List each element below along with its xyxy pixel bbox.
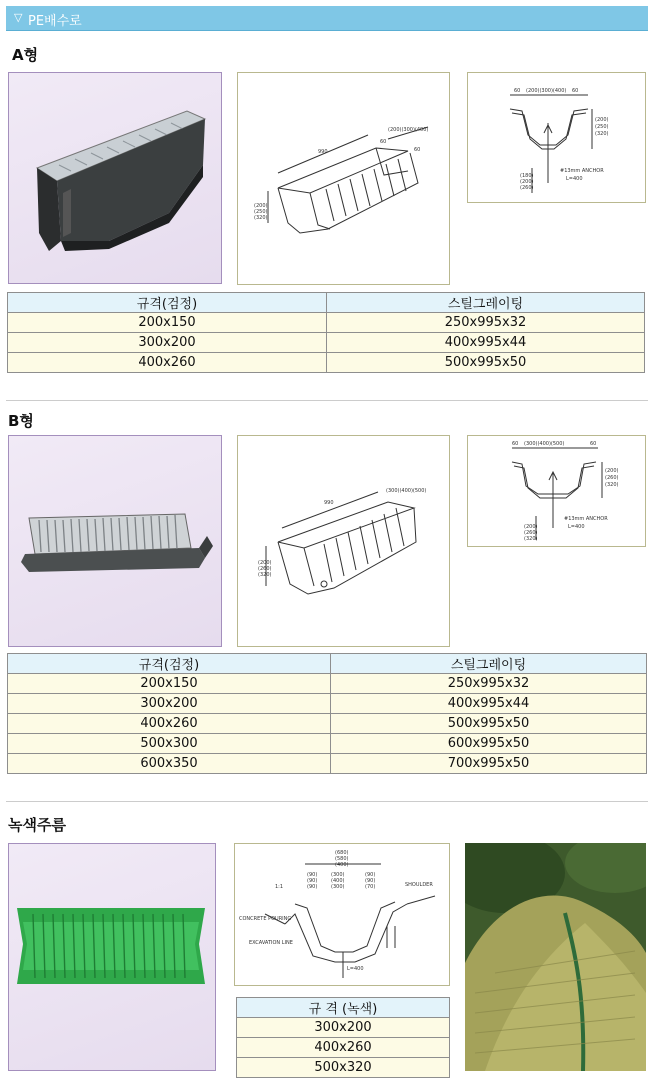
table-row [237, 1018, 450, 1038]
svg-text:(180): (180) [520, 173, 534, 179]
svg-text:(70): (70) [365, 884, 376, 890]
cell-grating: 500x995x50 [327, 353, 645, 373]
svg-text:(580): (580) [335, 856, 349, 862]
svg-text:(250): (250) [595, 124, 609, 130]
table-row [237, 1058, 450, 1078]
table-row [8, 353, 645, 373]
table-row [8, 333, 645, 353]
table-row [8, 694, 647, 714]
section-divider [6, 400, 648, 401]
table-row [8, 734, 647, 754]
spec-table-a [7, 292, 645, 373]
table-header-row [8, 293, 645, 313]
cell-grating: 250x995x32 [331, 674, 647, 694]
drain-b-section-drawing [467, 435, 646, 547]
svg-text:60: 60 [414, 147, 421, 153]
spec-table-b [7, 653, 647, 774]
svg-text:(260): (260) [605, 475, 619, 481]
table-row [237, 1038, 450, 1058]
svg-text:#13mm ANCHOR: #13mm ANCHOR [560, 168, 604, 174]
svg-text:1:1: 1:1 [275, 884, 284, 890]
cell-grating: 700x995x50 [331, 754, 647, 774]
svg-text:(300): (300) [331, 872, 345, 878]
svg-text:(680): (680) [335, 850, 349, 856]
spec-table-green [236, 997, 450, 1078]
cell-grating: 500x995x50 [331, 714, 647, 734]
cell-grating: 400x995x44 [331, 694, 647, 714]
svg-text:990: 990 [324, 500, 334, 506]
column-header-size: 규 격 (녹색) [237, 998, 450, 1018]
svg-text:(260): (260) [524, 530, 538, 536]
svg-text:(260): (260) [258, 566, 272, 572]
drain-a-section-drawing [467, 72, 646, 203]
svg-text:EXCAVATION LINE: EXCAVATION LINE [249, 940, 293, 946]
cell-size: 400x260 [8, 714, 331, 734]
svg-text:(300): (300) [331, 884, 345, 890]
drain-a-perspective-drawing [237, 72, 450, 285]
cell-grating: 400x995x44 [327, 333, 645, 353]
svg-text:(320): (320) [254, 215, 268, 221]
table-row [8, 714, 647, 734]
drain-b-perspective-drawing [237, 435, 450, 647]
svg-text:(400): (400) [331, 878, 345, 884]
cell-size: 500x320 [237, 1058, 450, 1078]
svg-text:(320): (320) [258, 572, 272, 578]
svg-text:(200): (200) [258, 560, 272, 566]
svg-text:L=400: L=400 [568, 524, 585, 530]
table-row [8, 313, 645, 333]
cell-size: 300x200 [8, 694, 331, 714]
svg-text:(90): (90) [307, 884, 318, 890]
svg-text:(320): (320) [524, 536, 538, 542]
table-row [8, 754, 647, 774]
green-flume-photo [8, 843, 216, 1071]
svg-text:60: 60 [572, 88, 579, 94]
green-flume-section-drawing [234, 843, 450, 986]
svg-text:SHOULDER: SHOULDER [405, 882, 433, 888]
cell-grating: 250x995x32 [327, 313, 645, 333]
svg-text:L=400: L=400 [347, 966, 364, 972]
svg-text:CONCRETE POURING: CONCRETE POURING [239, 916, 292, 922]
svg-text:(200): (200) [605, 468, 619, 474]
svg-text:(300)(400)(500): (300)(400)(500) [524, 441, 565, 447]
cell-size: 200x150 [8, 674, 331, 694]
svg-text:(200)(300)(400): (200)(300)(400) [526, 88, 567, 94]
page-title: PE배수로 [28, 14, 82, 29]
svg-text:L=400: L=400 [566, 176, 583, 182]
cell-size: 400x260 [237, 1038, 450, 1058]
svg-text:#13mm ANCHOR: #13mm ANCHOR [564, 516, 608, 522]
cell-size: 200x150 [8, 313, 327, 333]
drain-a-photo [8, 72, 222, 284]
section-header-bar [6, 6, 648, 31]
triangle-down-icon: ▽ [14, 11, 23, 24]
svg-text:(400): (400) [335, 862, 349, 868]
cell-size: 600x350 [8, 754, 331, 774]
svg-text:(200): (200) [520, 179, 534, 185]
green-flume-installation-photo [465, 843, 646, 1071]
column-header-grating: 스틸그레이팅 [331, 654, 647, 674]
svg-text:(200)(300)(400): (200)(300)(400) [388, 127, 429, 133]
table-header-row [8, 654, 647, 674]
svg-text:(90): (90) [365, 872, 376, 878]
svg-text:(250): (250) [254, 209, 268, 215]
svg-text:60: 60 [380, 139, 387, 145]
svg-text:(300)(400)(500): (300)(400)(500) [386, 488, 427, 494]
cell-size: 400x260 [8, 353, 327, 373]
svg-text:(90): (90) [365, 878, 376, 884]
cell-size: 500x300 [8, 734, 331, 754]
svg-text:(320): (320) [595, 131, 609, 137]
svg-text:60: 60 [512, 441, 519, 447]
section-divider [6, 801, 648, 802]
svg-text:(90): (90) [307, 878, 318, 884]
section-a-title: A형 [12, 46, 39, 64]
column-header-size: 규격(검정) [8, 654, 331, 674]
svg-text:60: 60 [514, 88, 521, 94]
svg-text:(320): (320) [605, 482, 619, 488]
svg-text:990: 990 [318, 149, 328, 155]
cell-grating: 600x995x50 [331, 734, 647, 754]
table-header-row [237, 998, 450, 1018]
cell-size: 300x200 [8, 333, 327, 353]
drain-b-photo [8, 435, 222, 647]
cell-size: 300x200 [237, 1018, 450, 1038]
svg-text:(200): (200) [595, 117, 609, 123]
svg-text:60: 60 [590, 441, 597, 447]
svg-text:(200): (200) [524, 524, 538, 530]
section-green-title: 녹색주름 [8, 816, 66, 834]
column-header-size: 규격(검정) [8, 293, 327, 313]
table-row [8, 674, 647, 694]
column-header-grating: 스틸그레이팅 [327, 293, 645, 313]
svg-text:(90): (90) [307, 872, 318, 878]
svg-text:(260): (260) [520, 185, 534, 191]
svg-text:(200): (200) [254, 203, 268, 209]
section-b-title: B형 [8, 412, 34, 430]
